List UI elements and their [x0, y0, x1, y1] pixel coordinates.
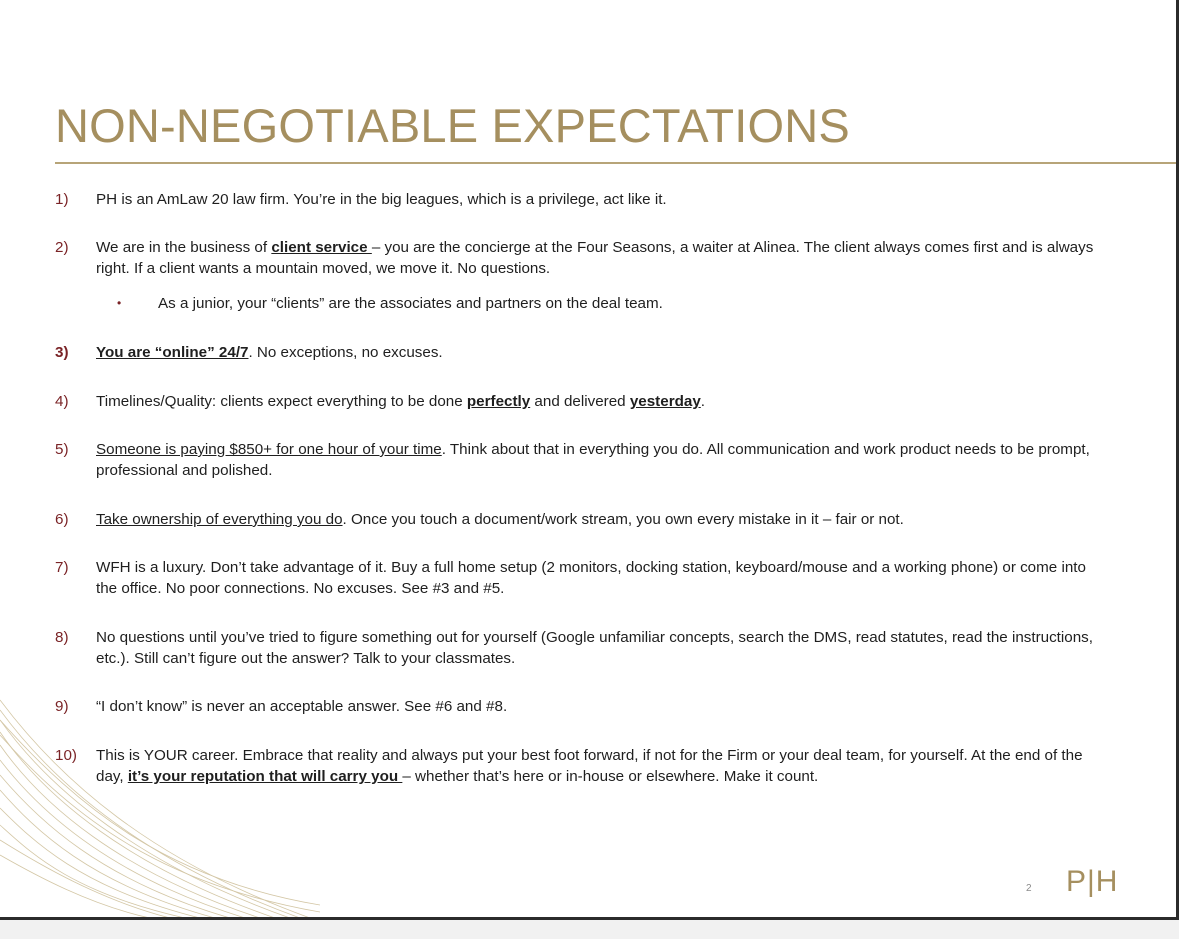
emphasis-yesterday: yesterday: [629, 393, 701, 410]
item-number: 4): [55, 393, 69, 410]
item-number: 5): [55, 441, 69, 458]
emphasis-perfectly: perfectly: [466, 393, 531, 410]
slide-title: NON-NEGOTIABLE EXPECTATIONS: [55, 99, 850, 152]
item-text: Take ownership of everything you do. Once you touch a document/work stream, you own every mistake in it – fair or not.: [96, 511, 904, 528]
emphasis-ownership: Take ownership of everything you do: [96, 511, 343, 528]
page-number: 2: [1026, 883, 1032, 894]
firm-logo: P|H: [1066, 865, 1119, 898]
item-number: 7): [55, 559, 69, 576]
item-text: You are “online” 24/7. No exceptions, no excuses.: [96, 344, 443, 361]
emphasis-client-service: client service: [271, 239, 372, 256]
emphasis-reputation: it’s your reputation that will carry you: [127, 768, 403, 785]
item-text: Someone is paying $850+ for one hour of your time. Think about that in everything you do. All communication and work product needs to be prompt, professional and polished.: [96, 441, 1090, 479]
item-text: Timelines/Quality: clients expect everything to be done perfectly and delivered yesterday.: [96, 393, 706, 410]
item-number: 1): [55, 191, 69, 208]
bullet-icon: •: [117, 296, 122, 310]
title-divider: [55, 162, 1176, 164]
item-number: 10): [55, 747, 77, 764]
emphasis-online: You are “online” 24/7: [96, 344, 249, 361]
item-number: 3): [55, 344, 69, 361]
item-text: No questions until you’ve tried to figure something out for yourself (Google unfamiliar concepts, search the DMS, read statutes, read the instructions, etc.). Still can’t figure out the answer? Talk to your classmates.: [96, 629, 1093, 667]
item-text: We are in the business of client service – you are the concierge at the Four Seasons, a waiter at Alinea. The client always comes first and is always right. If a client wants a mountain moved, we move it. No questions.: [96, 239, 1094, 277]
item-text: “I don’t know” is never an acceptable answer. See #6 and #8.: [96, 698, 508, 715]
sub-item-text: As a junior, your “clients” are the associates and partners on the deal team.: [158, 295, 663, 312]
emphasis-paying: Someone is paying $850+ for one hour of your time: [96, 441, 442, 458]
item-number: 9): [55, 698, 69, 715]
item-number: 2): [55, 239, 69, 256]
item-text: This is YOUR career. Embrace that reality and always put your best foot forward, if not for the Firm or your deal team, for yourself. At the end of the day, it’s your reputation that will carry you – whether that’s here or in-house or elsewhere. Make it count.: [96, 747, 1083, 785]
item-number: 6): [55, 511, 69, 528]
screenshot-bottom-strip: [0, 920, 1179, 939]
item-number: 8): [55, 629, 69, 646]
decorative-swoosh-icon: [0, 690, 320, 920]
item-text: WFH is a luxury. Don’t take advantage of it. Buy a full home setup (2 monitors, docking station, keyboard/mouse and a working phone) or come into the office. No poor connections. No excuses. See #3 and #5.: [96, 559, 1086, 597]
item-text: PH is an AmLaw 20 law firm. You’re in the big leagues, which is a privilege, act like it.: [96, 191, 667, 208]
